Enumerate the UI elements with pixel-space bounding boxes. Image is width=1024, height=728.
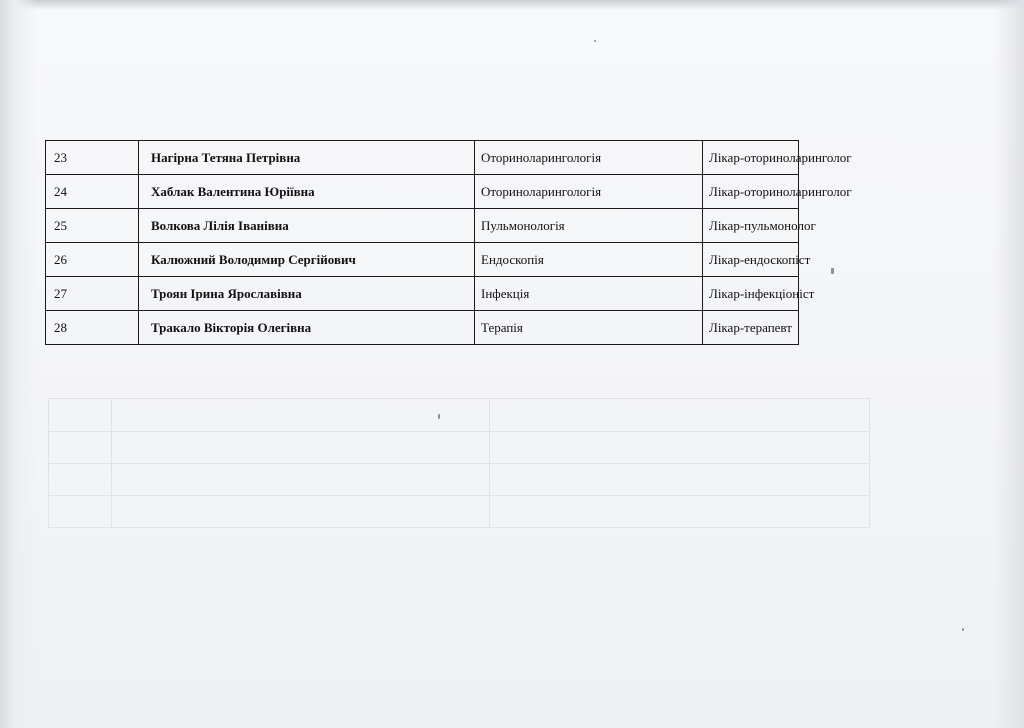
row-number: 27	[46, 277, 139, 311]
department: Терапія	[475, 311, 703, 345]
department: Інфекція	[475, 277, 703, 311]
staff-table-body	[46, 141, 852, 345]
table-row	[46, 175, 799, 209]
employee-name: Калюжний Володимир Сергійович	[139, 243, 475, 277]
position: Лікар-ендоскопіст	[703, 243, 799, 277]
position: Лікар-оториноларинголог	[703, 175, 799, 209]
employee-name: Хаблак Валентина Юріївна	[139, 175, 475, 209]
table-row	[46, 141, 799, 175]
department: Пульмонологія	[475, 209, 703, 243]
row-number: 26	[46, 243, 139, 277]
scan-speck	[831, 268, 834, 274]
table-row	[46, 243, 799, 277]
row-number: 23	[46, 141, 139, 175]
paper-left-edge-shadow	[0, 0, 38, 728]
position: Лікар-інфекціоніст	[703, 277, 799, 311]
scan-speck	[438, 414, 440, 419]
department: Оториноларингологія	[475, 141, 703, 175]
position: Лікар-оториноларинголог	[703, 141, 799, 175]
department: Оториноларингологія	[475, 175, 703, 209]
table-row	[46, 209, 799, 243]
scan-speck	[962, 628, 964, 631]
paper-right-edge-shadow	[994, 0, 1024, 728]
employee-name: Волкова Лілія Іванівна	[139, 209, 475, 243]
employee-name: Тракало Вікторія Олегівна	[139, 311, 475, 345]
staff-table	[45, 140, 852, 345]
table-row	[46, 277, 799, 311]
table-row	[46, 311, 799, 345]
row-number: 24	[46, 175, 139, 209]
row-number: 25	[46, 209, 139, 243]
paper-top-edge-shadow	[0, 0, 1024, 10]
position: Лікар-пульмонолог	[703, 209, 799, 243]
position: Лікар-терапевт	[703, 311, 799, 345]
scan-speck	[594, 40, 596, 42]
department: Ендоскопія	[475, 243, 703, 277]
employee-name: Нагірна Тетяна Петрівна	[139, 141, 475, 175]
bleed-through-table	[48, 398, 870, 528]
row-number: 28	[46, 311, 139, 345]
employee-name: Троян Ірина Ярославівна	[139, 277, 475, 311]
